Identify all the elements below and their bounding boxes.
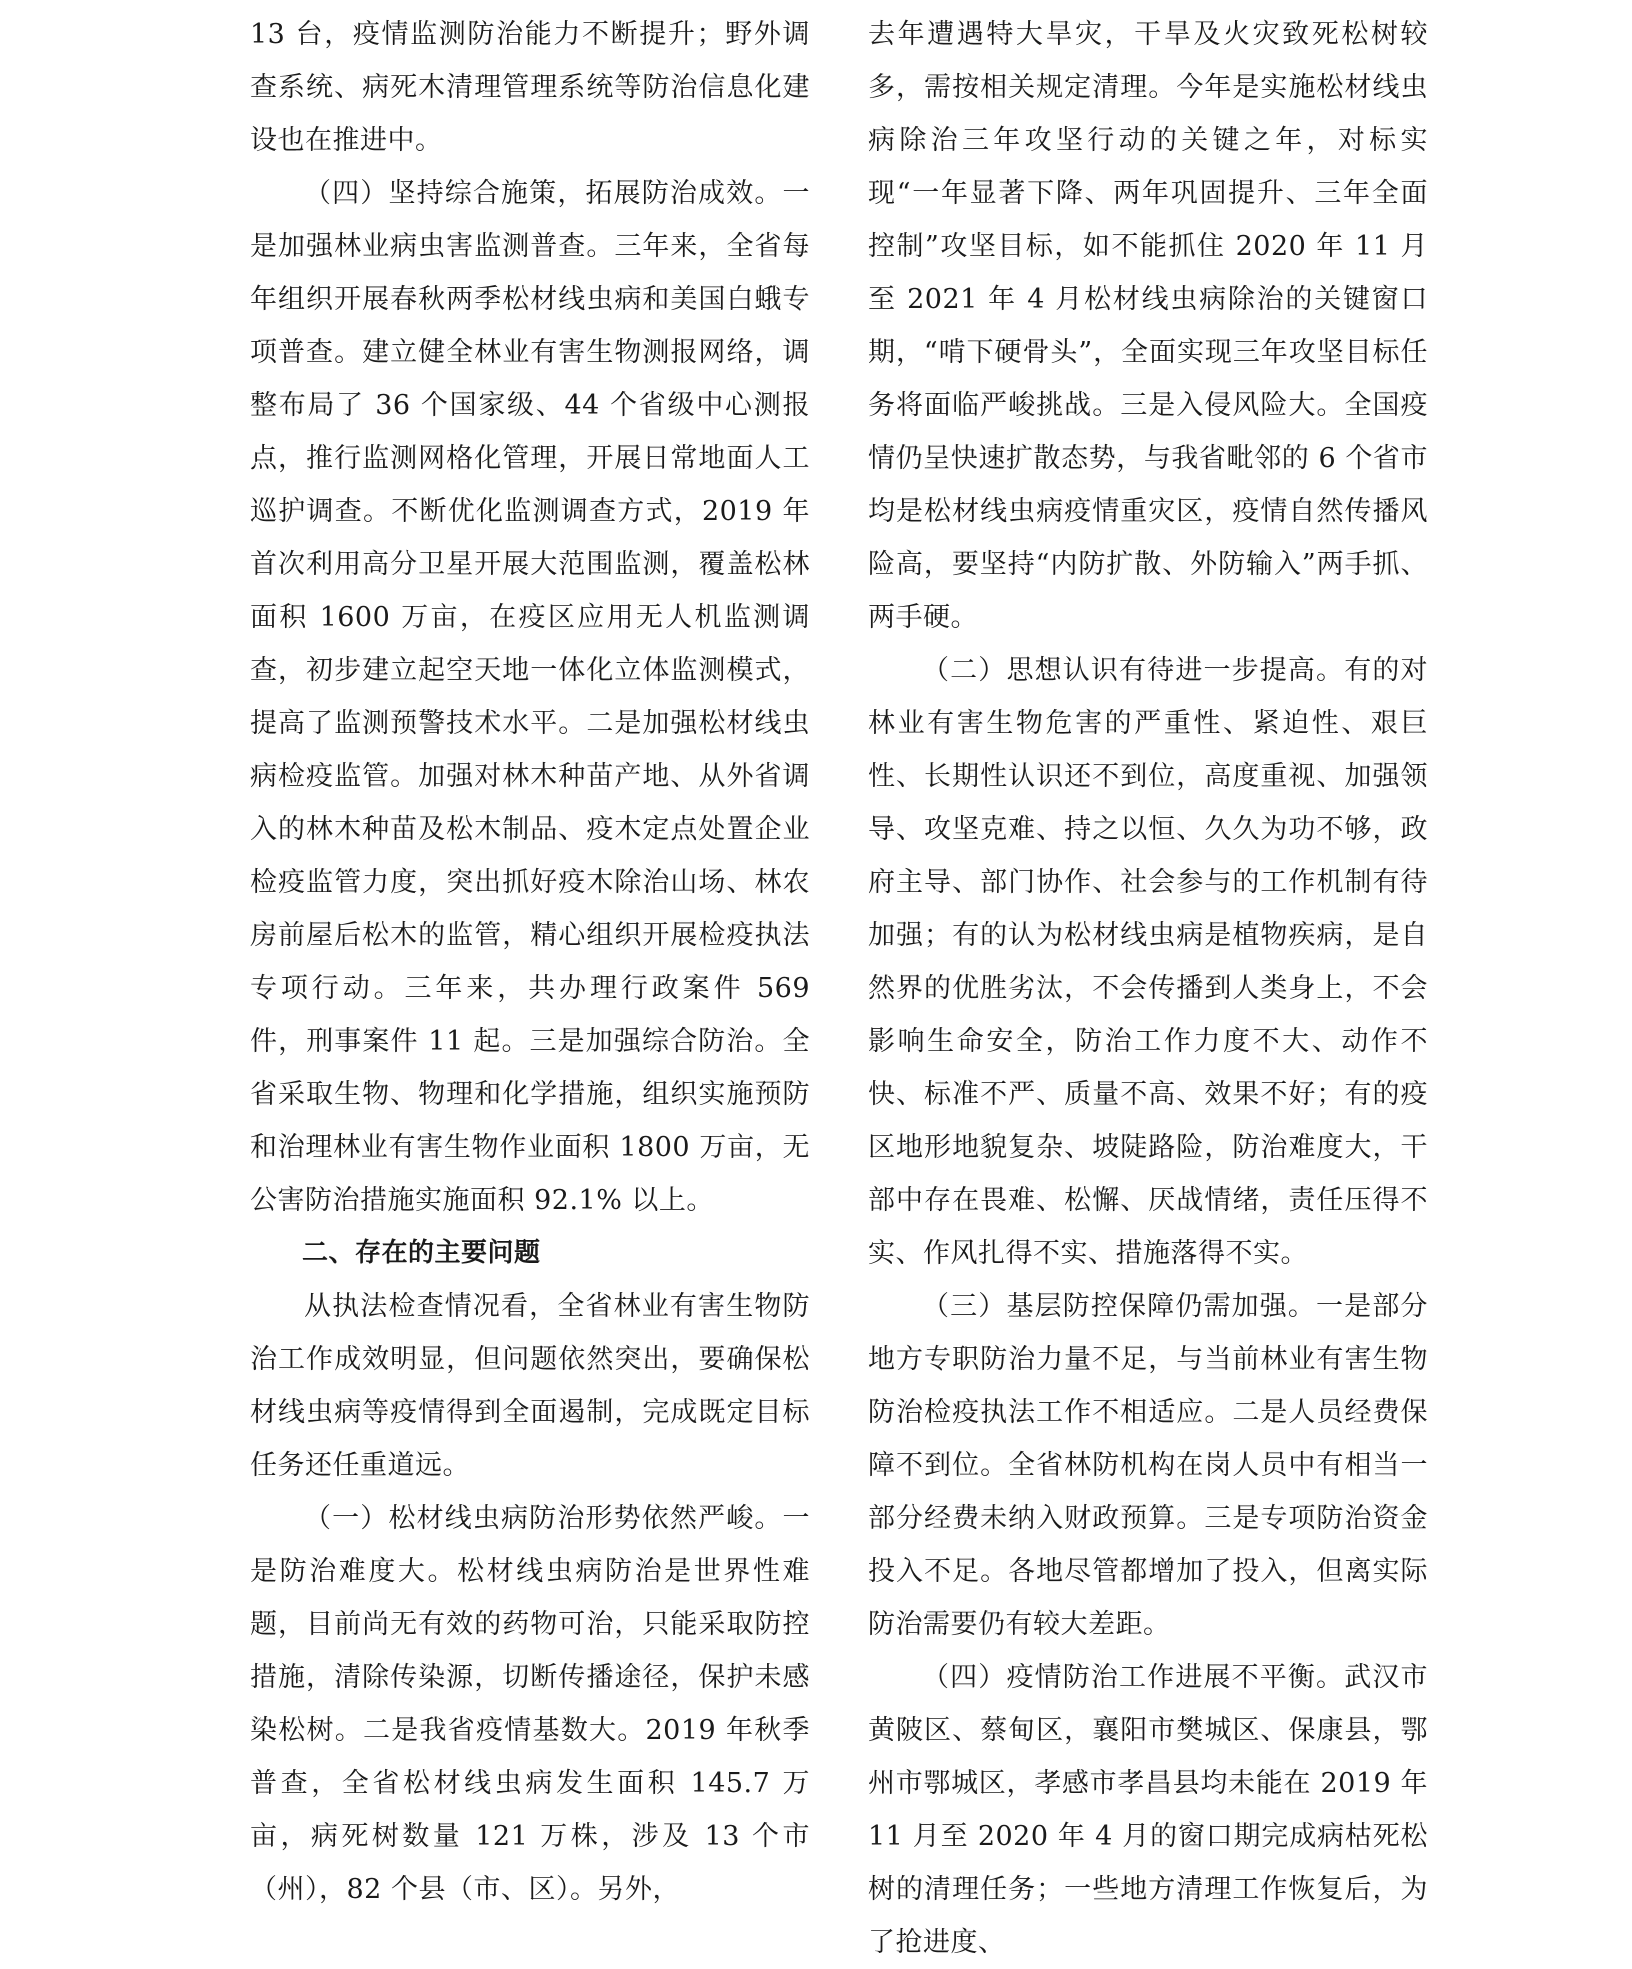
right-column — [868, 8, 1428, 1969]
paragraph: （四）疫情防治工作进展不平衡。武汉市黄陂区、蔡甸区，襄阳市樊城区、保康县，鄂州市鄂城区，孝感市孝昌县均未能在 2019 年 11 月至 2020 年 4 月的窗口期完成病枯死松树的清理任务；一些地方清理工作恢复后，为了抢进度、 — [868, 1662, 1428, 1958]
section-heading: 二、存在的主要问题 — [302, 1238, 541, 1268]
paragraph: （一）松材线虫病防治形势依然严峻。一是防治难度大。松材线虫病防治是世界性难题，目前尚无有效的药物可治，只能采取防控措施，清除传染源，切断传播途径，保护未感染松树。二是我省疫情基数大。2019 年秋季普查，全省松材线虫病发生面积 145.7 万亩，病死树数量 121 万株，涉及 13 个市（州），82 个县（市、区）。另外， — [250, 1503, 810, 1905]
paragraph: （二）思想认识有待进一步提高。有的对林业有害生物危害的严重性、紧迫性、艰巨性、长期性认识还不到位，高度重视、加强领导、攻坚克难、持之以恒、久久为功不够，政府主导、部门协作、社会参与的工作机制有待加强；有的认为松材线虫病是植物疾病，是自然界的优胜劣汰，不会传播到人类身上，不会影响生命安全，防治工作力度不大、动作不快、标准不严、质量不高、效果不好；有的疫区地形地貌复杂、坡陡路险，防治难度大，干部中存在畏难、松懈、厌战情绪，责任压得不实、作风扎得不实、措施落得不实。 — [868, 655, 1428, 1269]
paragraph: 从执法检查情况看，全省林业有害生物防治工作成效明显，但问题依然突出，要确保松材线虫病等疫情得到全面遏制，完成既定目标任务还任重道远。 — [250, 1291, 810, 1481]
left-column — [250, 8, 810, 1916]
paragraph: （三）基层防控保障仍需加强。一是部分地方专职防治力量不足，与当前林业有害生物防治检疫执法工作不相适应。二是人员经费保障不到位。全省林防机构在岗人员中有相当一部分经费未纳入财政预算。三是专项防治资金投入不足。各地尽管都增加了投入，但离实际防治需要仍有较大差距。 — [868, 1291, 1428, 1640]
paragraph: （四）坚持综合施策，拓展防治成效。一是加强林业病虫害监测普查。三年来，全省每年组织开展春秋两季松材线虫病和美国白蛾专项普查。建立健全林业有害生物测报网络，调整布局了 36 个国家级、44 个省级中心测报点，推行监测网格化管理，开展日常地面人工巡护调查。不断优化监测调查方式，2019 年首次利用高分卫星开展大范围监测，覆盖松林面积 1600 万亩，在疫区应用无人机监测调查，初步建立起空天地一体化立体监测模式，提高了监测预警技术水平。二是加强松材线虫病检疫监管。加强对林木种苗产地、从外省调入的林木种苗及松木制品、疫木定点处置企业检疫监管力度，突出抓好疫木除治山场、林农房前屋后松木的监管，精心组织开展检疫执法专项行动。三年来，共办理行政案件 569 件，刑事案件 11 起。三是加强综合防治。全省采取生物、物理和化学措施，组织实施预防和治理林业有害生物作业面积 1800 万亩，无公害防治措施实施面积 92.1% 以上。 — [250, 178, 810, 1216]
paragraph: 13 台，疫情监测防治能力不断提升；野外调查系统、病死木清理管理系统等防治信息化建设也在推进中。 — [250, 19, 810, 156]
paragraph: 去年遭遇特大旱灾，干旱及火灾致死松树较多，需按相关规定清理。今年是实施松材线虫病除治三年攻坚行动的关键之年，对标实现“一年显著下降、两年巩固提升、三年全面控制”攻坚目标，如不能抓住 2020 年 11 月至 2021 年 4 月松材线虫病除治的关键窗口期，“啃下硬骨头”，全面实现三年攻坚目标任务将面临严峻挑战。三是入侵风险大。全国疫情仍呈快速扩散态势，与我省毗邻的 6 个省市均是松材线虫病疫情重灾区，疫情自然传播风险高，要坚持“内防扩散、外防输入”两手抓、两手硬。 — [868, 19, 1428, 633]
